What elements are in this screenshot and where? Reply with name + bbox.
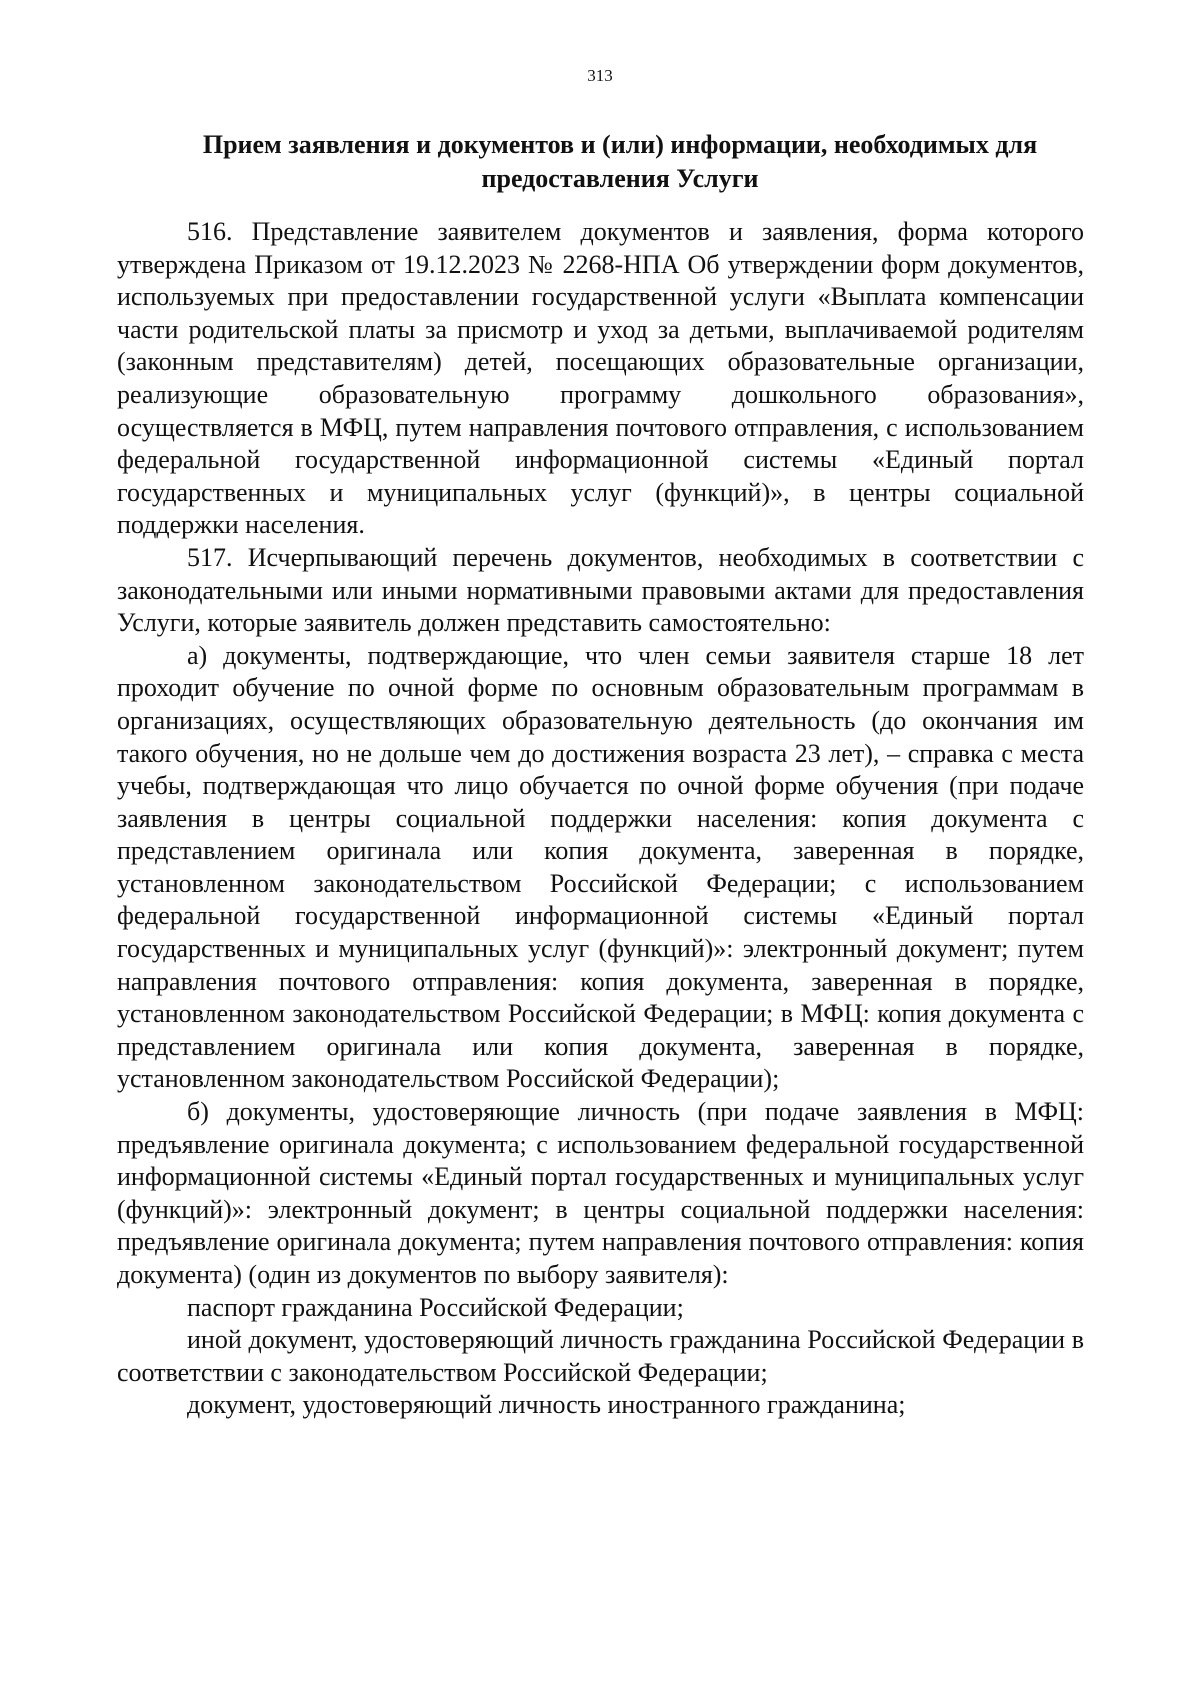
list-item-foreign-citizen-document: документ, удостоверяющий личность иностранного гражданина; xyxy=(187,1390,906,1420)
paragraph-item-a: а) документы, подтверждающие, что член семьи заявителя старше 18 лет проходит обучение по очной форме по основным образовательным программам в организациях, осуществляющих образовательную деятельность (до окончания им такого обучения, но не дольше чем до достижения возраста 23 лет), – справка с места учебы, подтверждающая что лицо обучается по очной форме обучения (при подаче заявления в центры социальной поддержки населения: копия документа с представлением оригинала или копия документа, заверенная в порядке, установленном законодательством Российской Федерации; с использованием федеральной государственной информационной системы «Единый портал государственных и муниципальных услуг (функций)»: электронный документ; путем направления почтового отправления: копия документа, заверенная в порядке, установленном законодательством Российской Федерации; в МФЦ: копия документа с представлением оригинала или копия документа, заверенная в порядке, установленном законодательством Российской Федерации); xyxy=(117,640,1084,1094)
list-item-passport: паспорт гражданина Российской Федерации; xyxy=(187,1292,684,1322)
paragraph-516: 516. Представление заявителем документов и заявления, форма которого утверждена Приказом от 19.12.2023 № 2268-НПА Об утверждении форм документов, используемых при предоставлении государственной услуги «Выплата компенсации части родительской платы за присмотр и уход за детьми, выплачиваемой родителям (законным представителям) детей, посещающих образовательные организации, реализующие образовательную программу дошкольного образования», осуществляется в МФЦ, путем направления почтового отправления, с использованием федеральной государственной информационной системы «Единый портал государственных и муниципальных услуг (функций)», в центры социальной поддержки населения. xyxy=(117,217,1084,540)
page-number: 313 xyxy=(587,66,613,85)
list-item-other-document: иной документ, удостоверяющий личность гражданина Российской Федерации в соответствии с законодательством Российской Федерации; xyxy=(117,1325,1084,1387)
paragraph-item-b: б) документы, удостоверяющие личность (при подаче заявления в МФЦ: предъявление оригинала документа; с использованием федеральной государственной информационной системы «Единый портал государственных и муниципальных услуг (функций)»: электронный документ; в центры социальной поддержки населения: предъявление оригинала документа; путем направления почтового отправления: копия документа) (один из документов по выбору заявителя): xyxy=(117,1097,1084,1289)
document-body xyxy=(117,216,1084,1422)
section-title: Прием заявления и документов и (или) информации, необходимых для предоставления Услуги xyxy=(202,130,1038,193)
paragraph-517: 517. Исчерпывающий перечень документов, необходимых в соответствии с законодательными или иными нормативными правовыми актами для предоставления Услуги, которые заявитель должен представить самостоятельно: xyxy=(117,542,1084,638)
